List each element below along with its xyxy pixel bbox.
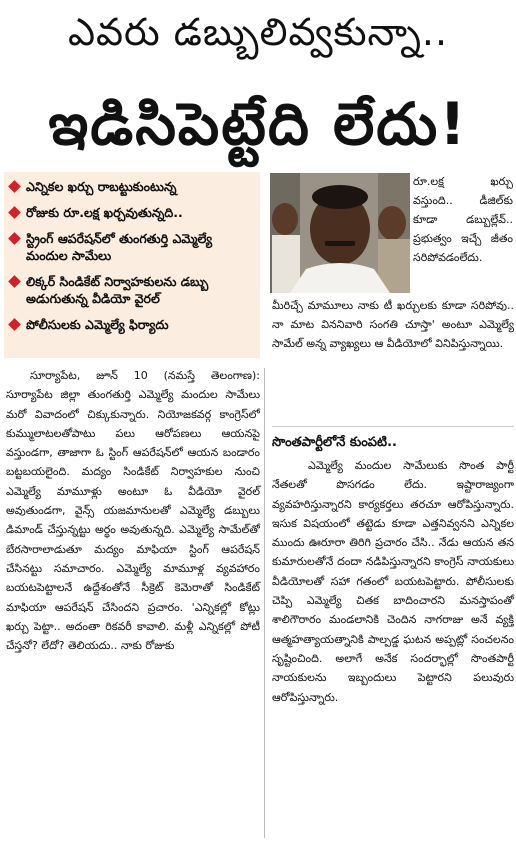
mla-photo [270, 173, 410, 293]
left-body-text: సూర్యాపేట, జూన్ 10 (నమస్తే తెలంగాణ): సూర్యాపేట జిల్లా తుంగతుర్తి ఎమ్మెల్యే మందుల సామేలు మరో వివాదంలో చిక్కుకున్నారు. నియోజకవర్గ కాంగ్రెస్‌లో కుమ్ములాటలతోపాటు పలు ఆరోపణలు ఆయనపై వస్తుండగా, తాజాగా ఓ స్టింగ్ ఆపరేషన్‌లో ఆయన బండారం బట్టబయలైంది. మద్యం సిండికేట్ నిర్వాహకుల నుంచి ఎమ్మెల్యే మామూళ్లు అంటూ ఓ వీడియో వైరల్ అవుతుండగా, వైన్స్ యజమానులతో ఎమ్మెల్యే డబ్బులు డిమాండ్ చేస్తున్నట్టు అర్థం అవుతున్నది. ఎమ్మెల్యే సామేల్‌తో బేరసారాలాడుతూ మద్యం మాఫియా స్టింగ్ ఆపరేషన్ చేసినట్టు సమాచారం. ఎమ్మెల్యే మామూళ్ల వ్యవహారం బయటపెట్టాలనే ఉద్దేశంతోనే సీక్రెట్ కెమెరాతో సిండికేట్ మాఫియా ఆపరేషన్ చేసిందని ప్రచారం. 'ఎన్నికల్లో కోట్లు ఖర్చు పెట్టా.. అదంతా రికవరీ కావాలి. మళ్లీ ఎన్నికల్లో పోటీ చేస్తనో? లేదో? తెలియదు.. నాకు రోజుకు [6, 369, 260, 653]
bullet-diamond-icon [8, 180, 21, 193]
bullet-diamond-icon [8, 318, 21, 331]
bullet-diamond-icon [8, 232, 21, 245]
mla-portrait-image [270, 173, 410, 293]
right-body-text: ఎమ్మెల్యే మందుల సామేలుకు సొంత పార్టీ నేతలతో పొసగడం లేదు. ఇష్టారాజ్యంగా వ్యవహరిస్తున్నారని కార్యకర్తలు తరచూ ఆరోపిస్తున్నారు. ఇసుక విషయంలో తట్టెడు కూడా ఎత్తనివ్వనని ఎన్నికల ముందు ఊరూరా తిరిగి ప్రచారం చేసి.. నేడు ఆయన తన కుమారులతోనే దందా నడిపిస్తున్నారని కాంగ్రెస్ నాయకులు వీడియోలతో సహా గతంలో బయటపెట్టారు. పోలీసులకు చెప్పి ఎమ్మెల్యే చితక బాదించారని మనస్తాపంతో శాలిగౌరారం మండలానికి చెందిన నాగరాజు అనే వ్యక్తి ఆత్మహత్యాయత్నానికి పాల్పడ్డ ఘటన అప్పట్లో సంచలనం సృష్టించింది. అలాగే అనేక సందర్భాల్లో సొంతపార్టీ నాయకులను ఇబ్బందులు పెట్టారని పలువురు ఆరోపిస్తున్నారు. [272, 459, 514, 704]
headline-line-1: ఎవరు డబ్బులివ్వకున్నా.. [67, 10, 449, 54]
headline-line-2: ఇడిసిపెట్టేది లేదు! [48, 90, 468, 158]
section-divider [272, 426, 514, 427]
summary-bullet: ఎన్నికల ఖర్చు రాబట్టుకుంటున్న [10, 178, 256, 195]
summary-bullet: రోజుకు రూ.లక్ష ఖర్చవుతున్నది.. [10, 204, 256, 221]
bullet-diamond-icon [8, 206, 21, 219]
summary-bullet: పోలీసులకు ఎమ్మెల్యే ఫిర్యాదు [10, 316, 256, 333]
bullet-diamond-icon [8, 275, 21, 288]
summary-box [4, 172, 260, 358]
right-intro-text: మీరిచ్చే మామూలు నాకు టీ ఖర్చులకు కూడా సరిపోవు.. నా మాట విననివారి సంగతి చూస్తా' అంటూ ఎమ్మెల్యే సామేల్ అన్న వ్యాఖ్యలు ఆ వీడియోలో వినిపిస్తున్నాయి. [272, 299, 514, 350]
column-divider [264, 368, 265, 838]
summary-bullet: లిక్కర్ సిండికేట్ నిర్వాహకులను డబ్బు అడుగుతున్న వీడియో వైరల్ [10, 273, 256, 307]
sidebar-text: రూ.లక్ష ఖర్చు వస్తుంది.. డీజిల్‌కు కూడా డబ్బుల్లేవ్.. ప్రభుత్వం ఇచ్చే జీతం సరిపోవడంలేదు. [413, 175, 513, 264]
summary-bullet: స్ట్రింగ్ ఆపరేషన్‌లో తుంగతుర్తి ఎమ్మెల్యే మందుల సామేలు [10, 230, 256, 264]
subheading: సొంతపార్టీలోనే కుంపటి.. [272, 435, 397, 450]
